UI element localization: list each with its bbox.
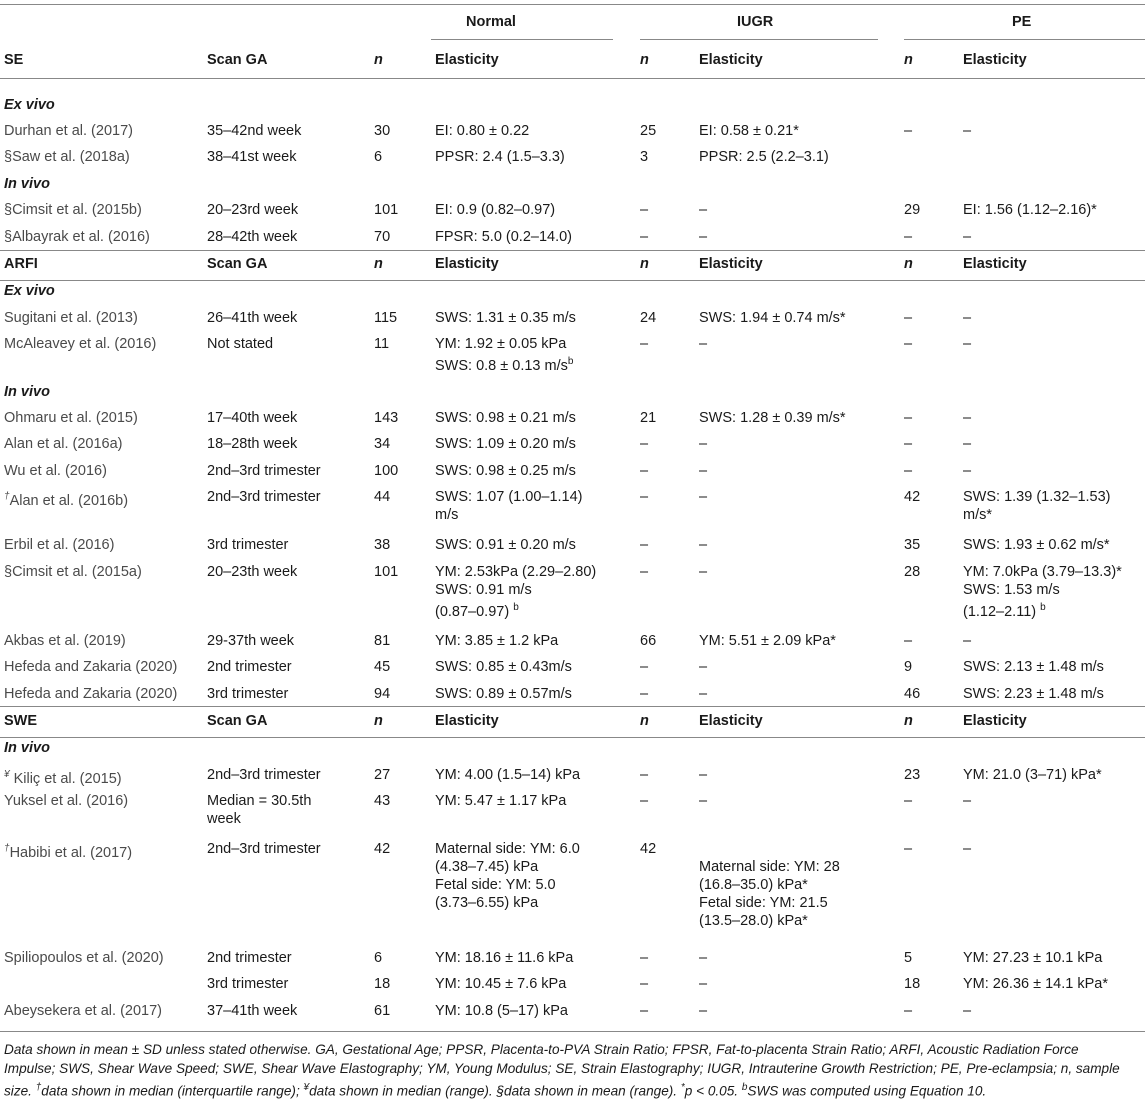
pe-elasticity: SWS: 1.39 (1.32–1.53) [963, 489, 1111, 505]
normal-n: 101 [374, 564, 399, 580]
pe-n: – [904, 793, 913, 809]
pe-elasticity: – [963, 436, 972, 452]
pe-n: – [904, 310, 913, 326]
normal-n: 27 [374, 767, 391, 783]
normal-elasticity: YM: 10.8 (5–17) kPa [435, 1003, 568, 1019]
section-label: SE [4, 52, 24, 68]
scan-ga-line2: week [207, 811, 241, 827]
iugr-n: – [640, 686, 649, 702]
col-header-n: n [640, 52, 649, 68]
pe-n: 35 [904, 537, 921, 553]
iugr-n: – [640, 537, 649, 553]
iugr-elasticity: – [699, 1003, 708, 1019]
pe-n: 28 [904, 564, 921, 580]
pe-elasticity: SWS: 2.13 ± 1.48 m/s [963, 659, 1104, 675]
col-header-n: n [640, 713, 649, 729]
col-header-elasticity: Elasticity [963, 256, 1027, 272]
iugr-n: – [640, 659, 649, 675]
normal-elasticity: PPSR: 2.4 (1.5–3.3) [435, 149, 565, 165]
normal-n: 11 [374, 336, 390, 352]
normal-elasticity-line2: (4.38–7.45) kPa [435, 859, 539, 875]
iugr-elasticity-line2: (16.8–35.0) kPa* [699, 877, 808, 893]
group-underline-pe [904, 39, 1145, 40]
normal-elasticity: SWS: 0.98 ± 0.21 m/s [435, 410, 576, 426]
iugr-elasticity: – [699, 793, 708, 809]
pe-n: – [904, 229, 913, 245]
scan-ga: 20–23th week [207, 564, 298, 580]
block-title: In vivo [4, 176, 50, 192]
footnote-line: Data shown in mean ± SD unless stated otherwise. GA, Gestational Age; PPSR, Placenta-to-PVA Strain Ratio; FPSR, Fat-to-placenta Strain Ratio; ARFI, Acoustic Radiation Force [4, 1042, 1079, 1057]
iugr-elasticity: – [699, 564, 708, 580]
normal-n: 70 [374, 229, 391, 245]
section-header-rule [0, 78, 1145, 79]
normal-elasticity-line3: Fetal side: YM: 5.0 [435, 877, 556, 893]
iugr-n: – [640, 229, 649, 245]
normal-n: 101 [374, 202, 399, 218]
iugr-n: – [640, 489, 649, 505]
section-divider [0, 250, 1145, 251]
iugr-n: 42 [640, 841, 657, 857]
study-name: Akbas et al. (2019) [4, 633, 126, 649]
pe-n: – [904, 436, 913, 452]
pe-elasticity: – [963, 336, 972, 352]
iugr-elasticity: – [699, 950, 708, 966]
normal-elasticity: YM: 10.45 ± 7.6 kPa [435, 976, 567, 992]
normal-elasticity-line4: (3.73–6.55) kPa [435, 895, 539, 911]
col-header-elasticity: Elasticity [435, 52, 499, 68]
table-top-rule [0, 4, 1145, 5]
iugr-n: – [640, 463, 649, 479]
iugr-elasticity-line3: Fetal side: YM: 21.5 [699, 895, 828, 911]
footnote-line: Impulse; SWS, Shear Wave Speed; SWE, Shear Wave Elastography; YM, Young Modulus; SE, Strain Elastography; IUGR, Intrauterine Growth Restriction; PE, Pre-eclampsia; n, sample [4, 1061, 1120, 1076]
col-header-elasticity: Elasticity [699, 52, 763, 68]
normal-n: 38 [374, 537, 391, 553]
iugr-n: – [640, 976, 649, 992]
normal-n: 42 [374, 841, 391, 857]
scan-ga: 26–41th week [207, 310, 298, 326]
col-header-elasticity: Elasticity [963, 713, 1027, 729]
col-header-scan-ga: Scan GA [207, 713, 268, 729]
iugr-n: – [640, 436, 649, 452]
scan-ga: 2nd trimester [207, 659, 292, 675]
iugr-elasticity: Maternal side: YM: 28 [699, 859, 840, 875]
pe-n: 29 [904, 202, 921, 218]
iugr-elasticity: – [699, 767, 708, 783]
pe-n: – [904, 841, 913, 857]
iugr-n: – [640, 564, 649, 580]
study-name: Ohmaru et al. (2015) [4, 410, 138, 426]
study-name: Hefeda and Zakaria (2020) [4, 659, 178, 675]
study-name: Wu et al. (2016) [4, 463, 107, 479]
normal-elasticity: SWS: 1.31 ± 0.35 m/s [435, 310, 576, 326]
normal-elasticity: YM: 2.53kPa (2.29–2.80) [435, 564, 597, 580]
pe-n: – [904, 1003, 913, 1019]
scan-ga: 18–28th week [207, 436, 298, 452]
study-name: Hefeda and Zakaria (2020) [4, 686, 178, 702]
iugr-n: 66 [640, 633, 657, 649]
study-name: Yuksel et al. (2016) [4, 793, 129, 809]
col-header-n: n [374, 52, 383, 68]
study-name: †Alan et al. (2016b) [4, 491, 129, 509]
pe-n: – [904, 633, 913, 649]
section-label: SWE [4, 713, 38, 729]
group-underline-normal [431, 39, 613, 40]
pe-elasticity-line2: SWS: 1.53 m/s [963, 582, 1060, 598]
pe-elasticity: – [963, 310, 972, 326]
col-header-n: n [904, 52, 913, 68]
normal-elasticity: Maternal side: YM: 6.0 [435, 841, 580, 857]
normal-n: 30 [374, 123, 391, 139]
normal-elasticity-line2: m/s [435, 507, 459, 523]
normal-elasticity: SWS: 0.91 ± 0.20 m/s [435, 537, 576, 553]
scan-ga: 37–41th week [207, 1003, 298, 1019]
iugr-n: – [640, 767, 649, 783]
scan-ga: 3rd trimester [207, 686, 289, 702]
iugr-elasticity: – [699, 202, 708, 218]
study-name: Abeysekera et al. (2017) [4, 1003, 162, 1019]
normal-n: 100 [374, 463, 399, 479]
pe-n: 46 [904, 686, 921, 702]
col-header-elasticity: Elasticity [435, 256, 499, 272]
study-name: §Cimsit et al. (2015a) [4, 564, 142, 580]
study-name: §Cimsit et al. (2015b) [4, 202, 142, 218]
iugr-elasticity: – [699, 659, 708, 675]
normal-n: 81 [374, 633, 391, 649]
scan-ga: 2nd–3rd trimester [207, 489, 321, 505]
scan-ga: 3rd trimester [207, 537, 289, 553]
normal-elasticity: EI: 0.80 ± 0.22 [435, 123, 530, 139]
col-header-n: n [904, 713, 913, 729]
pe-elasticity: SWS: 1.93 ± 0.62 m/s* [963, 537, 1110, 553]
col-header-elasticity: Elasticity [699, 713, 763, 729]
scan-ga: 2nd trimester [207, 950, 292, 966]
pe-elasticity: – [963, 229, 972, 245]
normal-n: 6 [374, 950, 383, 966]
col-header-n: n [374, 256, 383, 272]
pe-elasticity: YM: 21.0 (3–71) kPa* [963, 767, 1102, 783]
scan-ga: Median = 30.5th [207, 793, 312, 809]
iugr-n: – [640, 950, 649, 966]
group-underline-iugr [640, 39, 878, 40]
study-name: Spiliopoulos et al. (2020) [4, 950, 164, 966]
normal-n: 143 [374, 410, 399, 426]
iugr-elasticity: SWS: 1.28 ± 0.39 m/s* [699, 410, 846, 426]
pe-n: 42 [904, 489, 921, 505]
iugr-n: 24 [640, 310, 657, 326]
scan-ga: 3rd trimester [207, 976, 289, 992]
scan-ga: 17–40th week [207, 410, 298, 426]
normal-n: 94 [374, 686, 391, 702]
normal-n: 34 [374, 436, 391, 452]
block-title: Ex vivo [4, 283, 55, 299]
iugr-elasticity-line4: (13.5–28.0) kPa* [699, 913, 808, 929]
iugr-elasticity: – [699, 489, 708, 505]
iugr-n: – [640, 1003, 649, 1019]
iugr-n: 21 [640, 410, 657, 426]
pe-elasticity: – [963, 633, 972, 649]
normal-n: 44 [374, 489, 391, 505]
group-header-normal: Normal [466, 14, 516, 30]
iugr-elasticity: – [699, 336, 708, 352]
normal-elasticity: YM: 4.00 (1.5–14) kPa [435, 767, 581, 783]
study-name: Alan et al. (2016a) [4, 436, 123, 452]
table-footnote [4, 1040, 1142, 1101]
footnote-line: size. †data shown in median (interquartile range); ¥data shown in median (range). §data shown in mean (range). *p < 0.05. $^b$SWS was computed using Equation 10. [4, 1082, 987, 1099]
study-name: Erbil et al. (2016) [4, 537, 115, 553]
section-header-rule [0, 280, 1145, 281]
pe-n: 23 [904, 767, 921, 783]
group-header-iugr: IUGR [737, 14, 774, 30]
pe-elasticity: – [963, 793, 972, 809]
normal-elasticity: SWS: 0.89 ± 0.57m/s [435, 686, 572, 702]
iugr-elasticity: – [699, 537, 708, 553]
normal-n: 6 [374, 149, 383, 165]
normal-n: 18 [374, 976, 391, 992]
normal-elasticity: SWS: 1.07 (1.00–1.14) [435, 489, 583, 505]
iugr-n: – [640, 793, 649, 809]
iugr-elasticity: YM: 5.51 ± 2.09 kPa* [699, 633, 836, 649]
pe-elasticity: YM: 26.36 ± 14.1 kPa* [963, 976, 1108, 992]
pe-n: – [904, 410, 913, 426]
pe-elasticity: – [963, 410, 972, 426]
iugr-elasticity: – [699, 686, 708, 702]
pe-n: – [904, 336, 913, 352]
normal-elasticity-line3: (0.87–0.97) $^b$ [435, 602, 519, 620]
col-header-n: n [904, 256, 913, 272]
iugr-elasticity: EI: 0.58 ± 0.21* [699, 123, 799, 139]
pe-n: – [904, 463, 913, 479]
normal-n: 43 [374, 793, 391, 809]
study-name: Durhan et al. (2017) [4, 123, 133, 139]
scan-ga: 28–42th week [207, 229, 298, 245]
scan-ga: 29-37th week [207, 633, 295, 649]
scan-ga: 2nd–3rd trimester [207, 841, 321, 857]
iugr-n: 3 [640, 149, 649, 165]
iugr-n: – [640, 202, 649, 218]
block-title: In vivo [4, 740, 50, 756]
normal-n: 61 [374, 1003, 391, 1019]
pe-n: – [904, 123, 913, 139]
normal-elasticity: YM: 1.92 ± 0.05 kPa [435, 336, 567, 352]
table-bottom-rule [0, 1031, 1145, 1032]
scan-ga: 2nd–3rd trimester [207, 463, 321, 479]
scan-ga: 20–23rd week [207, 202, 299, 218]
normal-n: 45 [374, 659, 391, 675]
iugr-elasticity: – [699, 436, 708, 452]
normal-elasticity: SWS: 0.98 ± 0.25 m/s [435, 463, 576, 479]
section-header-rule [0, 737, 1145, 738]
iugr-n: 25 [640, 123, 657, 139]
normal-elasticity: YM: 3.85 ± 1.2 kPa [435, 633, 559, 649]
iugr-elasticity: – [699, 463, 708, 479]
iugr-elasticity: – [699, 976, 708, 992]
study-name: †Habibi et al. (2017) [4, 843, 133, 861]
pe-elasticity-line2: m/s* [963, 507, 992, 523]
section-divider [0, 706, 1145, 707]
normal-elasticity: YM: 5.47 ± 1.17 kPa [435, 793, 567, 809]
pe-n: 5 [904, 950, 913, 966]
pe-elasticity: – [963, 463, 972, 479]
iugr-n: – [640, 336, 649, 352]
scan-ga: 38–41st week [207, 149, 297, 165]
iugr-elasticity: PPSR: 2.5 (2.2–3.1) [699, 149, 829, 165]
block-title: Ex vivo [4, 97, 55, 113]
block-title: In vivo [4, 384, 50, 400]
pe-n: 18 [904, 976, 921, 992]
col-header-scan-ga: Scan GA [207, 256, 268, 272]
iugr-elasticity: SWS: 1.94 ± 0.74 m/s* [699, 310, 846, 326]
study-name: ¥ Kiliç et al. (2015) [4, 769, 122, 787]
pe-elasticity: YM: 27.23 ± 10.1 kPa [963, 950, 1103, 966]
pe-elasticity-line3: (1.12–2.11) $^b$ [963, 602, 1046, 620]
col-header-n: n [640, 256, 649, 272]
normal-elasticity: SWS: 1.09 ± 0.20 m/s [435, 436, 576, 452]
scan-ga: 2nd–3rd trimester [207, 767, 321, 783]
pe-elasticity: EI: 1.56 (1.12–2.16)* [963, 202, 1097, 218]
normal-elasticity: YM: 18.16 ± 11.6 kPa [435, 950, 574, 966]
normal-elasticity: SWS: 0.85 ± 0.43m/s [435, 659, 572, 675]
col-header-elasticity: Elasticity [435, 713, 499, 729]
iugr-elasticity: – [699, 229, 708, 245]
col-header-n: n [374, 713, 383, 729]
pe-elasticity: YM: 7.0kPa (3.79–13.3)* [963, 564, 1122, 580]
normal-elasticity-line2: SWS: 0.91 m/s [435, 582, 532, 598]
section-label: ARFI [4, 256, 38, 272]
study-name: §Saw et al. (2018a) [4, 149, 130, 165]
pe-elasticity: SWS: 2.23 ± 1.48 m/s [963, 686, 1104, 702]
group-header-pe: PE [1012, 14, 1032, 30]
scan-ga: Not stated [207, 336, 274, 352]
pe-elasticity: – [963, 841, 972, 857]
col-header-elasticity: Elasticity [699, 256, 763, 272]
normal-elasticity: EI: 0.9 (0.82–0.97) [435, 202, 556, 218]
study-name: McAleavey et al. (2016) [4, 336, 157, 352]
pe-n: 9 [904, 659, 913, 675]
scan-ga: 35–42nd week [207, 123, 302, 139]
normal-elasticity-line2: SWS: 0.8 ± 0.13 $m/s^b$ [435, 356, 574, 374]
col-header-scan-ga: Scan GA [207, 52, 268, 68]
normal-n: 115 [374, 310, 398, 326]
normal-elasticity: FPSR: 5.0 (0.2–14.0) [435, 229, 573, 245]
study-name: §Albayrak et al. (2016) [4, 229, 150, 245]
study-name: Sugitani et al. (2013) [4, 310, 138, 326]
pe-elasticity: – [963, 1003, 972, 1019]
pe-elasticity: – [963, 123, 972, 139]
col-header-elasticity: Elasticity [963, 52, 1027, 68]
